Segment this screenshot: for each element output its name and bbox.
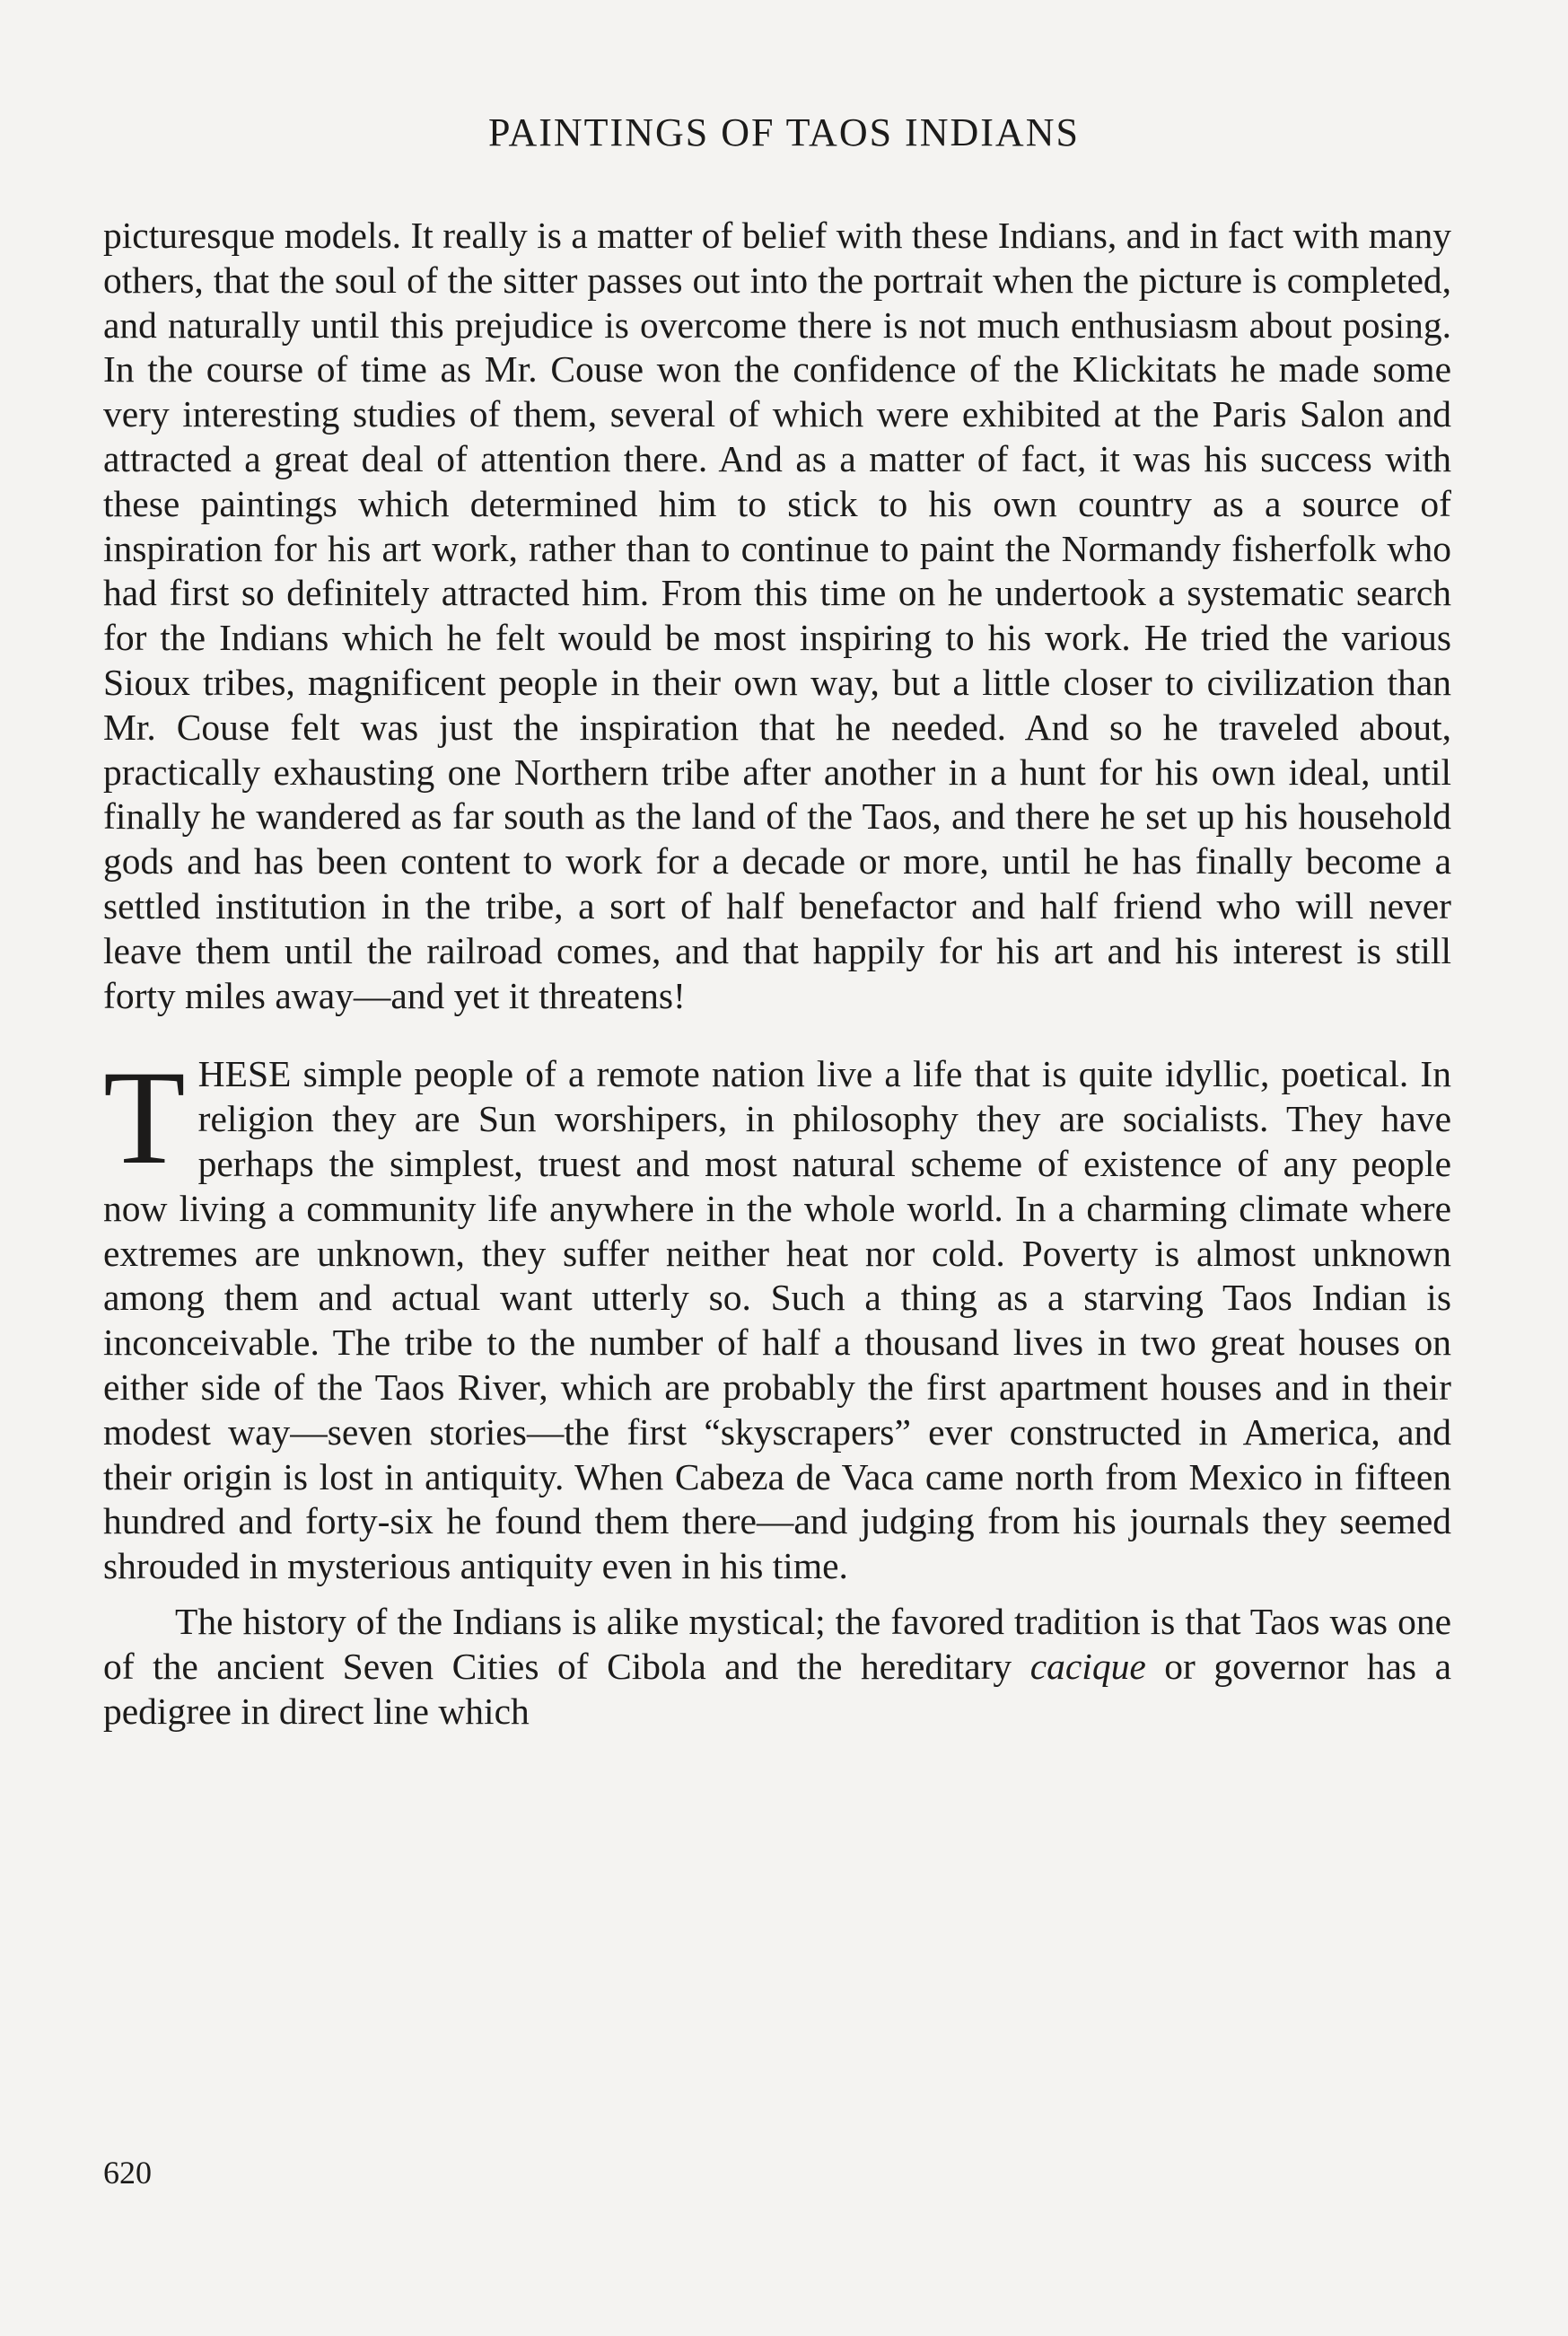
paragraph-simple-people-text: HESE simple people of a remote nation live a life that is quite idyllic, poetical. In religion they are Sun worshipers, in philosophy they are socialists. They have perhaps the simplest, truest and most natural scheme of existence of any people now living a community life anywhere in the whole world. In a charming climate where extremes are unknown, they suffer neither heat nor cold. Poverty is almost unknown among them and actual want utterly so. Such a thing as a starving Taos Indian is inconceivable. The tribe to the number of half a thousand lives in two great houses on either side of the Taos River, which are probably the first apartment houses and in their modest way—seven stories—the first “skyscrapers” ever constructed in America, and their origin is lost in antiquity. When Cabeza de Vaca came north from Mexico in fifteen hundred and forty-six he found them there—and judging from his journals they seemed shrouded in mysterious antiquity even in his time. <box>103 1053 1451 1587</box>
paragraph-couse-klickitats: picturesque models. It really is a matter of belief with these Indians, and in fact with many others, that the soul of the sitter passes out into the portrait when the picture is completed, and naturally until this prejudice is overcome there is not much enthusiasm about posing. In the course of time as Mr. Couse won the confidence of the Klickitats he made some very interesting studies of them, several of which were exhibited at the Paris Salon and attracted a great deal of attention there. And as a matter of fact, it was his success with these paintings which determined him to stick to his own country as a source of inspiration for his art work, rather than to continue to paint the Normandy fisherfolk who had first so definitely attracted him. From this time on he undertook a systematic search for the Indians which he felt would be most inspiring to his work. He tried the various Sioux tribes, magnificent people in their own way, but a little closer to civilization than Mr. Couse felt was just the inspiration that he needed. And so he traveled about, practically exhausting one Northern tribe after another in a hunt for his own ideal, until finally he wandered as far south as the land of the Taos, and there he set up his household gods and has been content to work for a decade or more, until he has finally become a settled institution in the tribe, a sort of half benefactor and half friend who will never leave them until the railroad comes, and that happily for his art and his interest is still forty miles away—and yet it threatens! <box>103 215 1451 1016</box>
paragraph-history-text-start: The history of the Indians is alike mystical; the favored tradition is that Taos was one of the ancient Seven Cities of Cibola and the hereditary <box>103 1600 1451 1687</box>
page-number: 620 <box>103 2155 152 2191</box>
text-column <box>103 214 1451 1734</box>
paragraph-simple-people <box>103 1043 1451 1589</box>
italic-term-cacique: cacique <box>1029 1645 1146 1687</box>
running-head-title: PAINTINGS OF TAOS INDIANS <box>488 110 1080 154</box>
paragraph-history <box>103 1600 1451 1734</box>
drop-cap-initial: T <box>103 1043 186 1193</box>
paragraph-history-text-end: or governor has a pedigree in direct line which <box>103 1645 1452 1732</box>
